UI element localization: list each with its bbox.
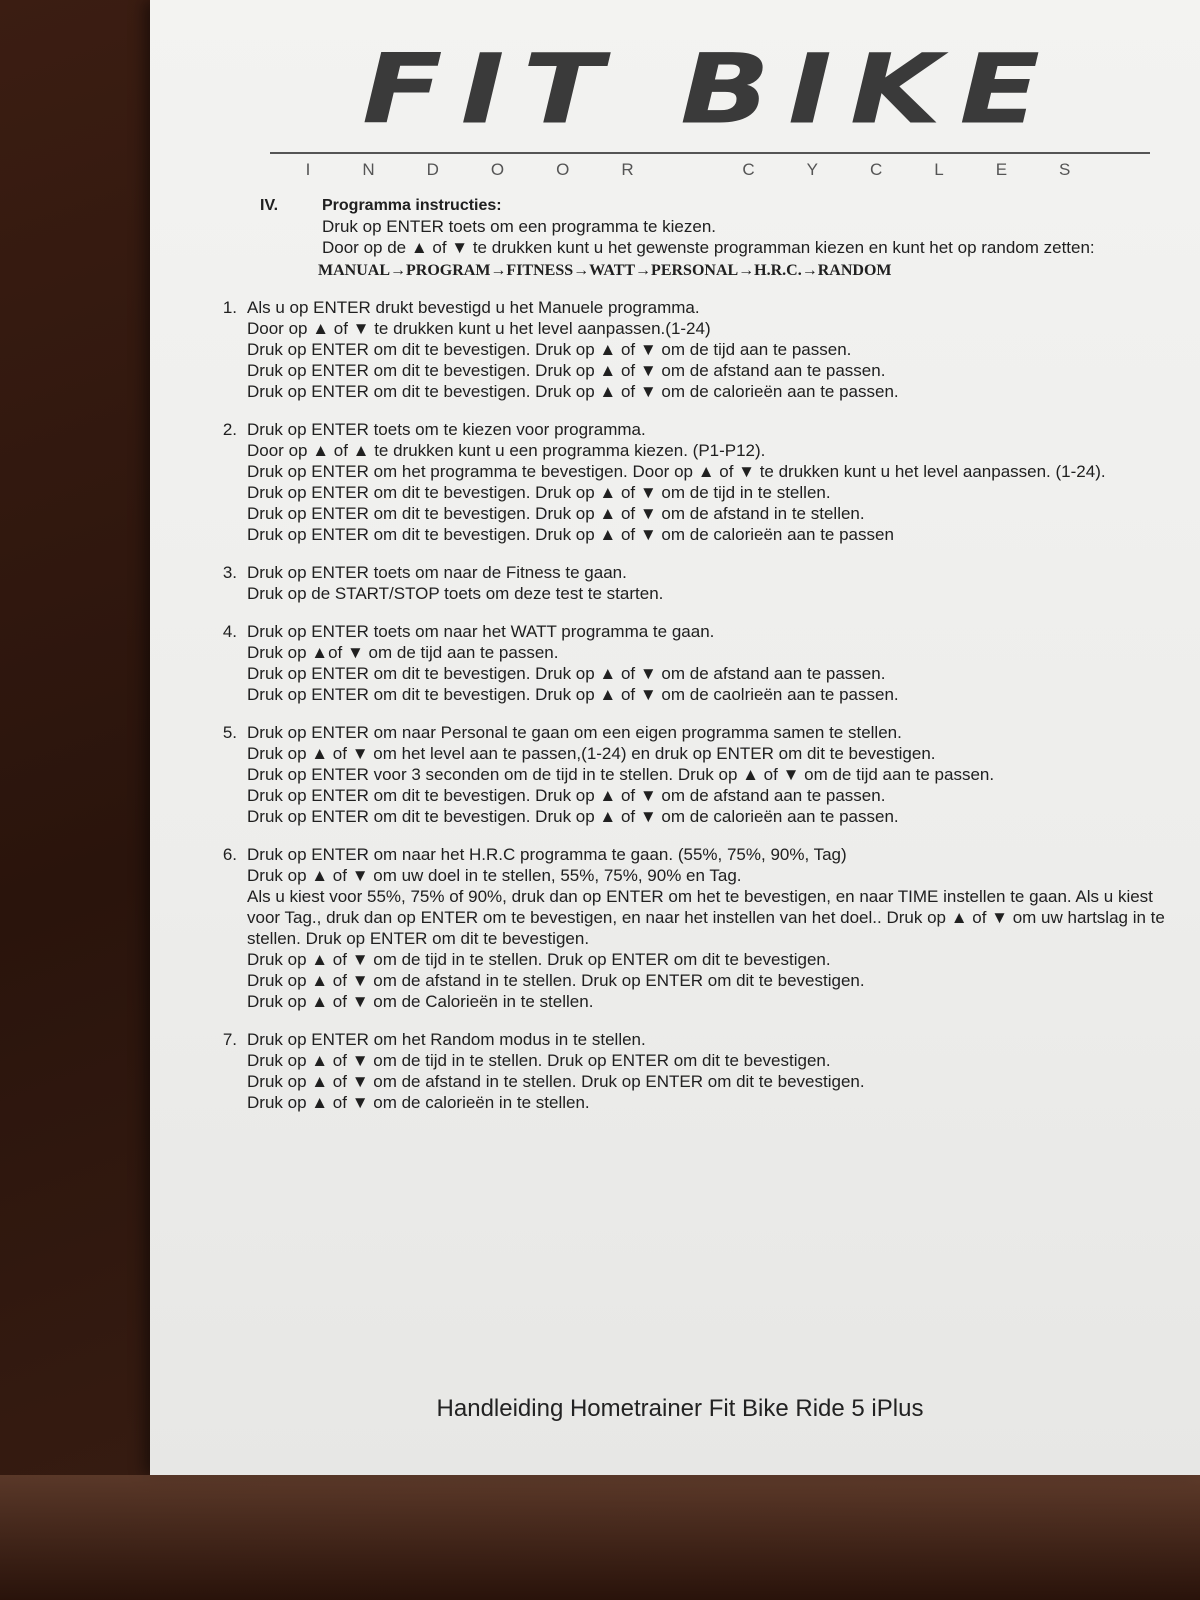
step-line: Druk op ENTER toets om naar de Fitness te gaan. (247, 563, 627, 582)
step-line: Druk op ENTER om dit te bevestigen. Druk op ▲ of ▼ om de tijd aan te passen. (247, 340, 852, 359)
brand-subtitle: INDOOR CYCLES (305, 160, 1123, 179)
step-line: Druk op ▲ of ▼ om de tijd in te stellen. Druk op ENTER om dit te bevestigen. (247, 950, 831, 969)
step-body (247, 562, 1165, 604)
step-item (205, 1029, 1165, 1113)
intro-line: Druk op ENTER toets om een programma te kiezen. (322, 217, 716, 236)
step-line: Druk op ENTER om dit te bevestigen. Druk op ▲ of ▼ om de afstand aan te passen. (247, 361, 886, 380)
step-line: Druk op ▲ of ▼ om de afstand in te stellen. Druk op ENTER om dit te bevestigen. (247, 1072, 865, 1091)
step-line: Druk op ▲ of ▼ om de afstand in te stellen. Druk op ENTER om dit te bevestigen. (247, 971, 865, 990)
step-number: 2. (222, 420, 237, 439)
step-item (205, 297, 1165, 402)
footer-text: Handleiding Hometrainer Fit Bike Ride 5 iPlus (436, 1395, 924, 1422)
step-line: Druk op ENTER voor 3 seconden om de tijd in te stellen. Druk op ▲ of ▼ om de tijd aan te passen. (247, 765, 995, 784)
step-line: Druk op ENTER om dit te bevestigen. Druk op ▲ of ▼ om de calorieën aan te passen. (247, 807, 899, 826)
step-line: Druk op ENTER om naar Personal te gaan om een eigen programma samen te stellen. (247, 723, 902, 742)
step-line: Druk op ENTER om dit te bevestigen. Druk op ▲ of ▼ om de afstand in te stellen. (247, 504, 865, 523)
step-body (247, 844, 1165, 1012)
step-line: Druk op ▲ of ▼ om het level aan te passen,(1-24) en druk op ENTER om dit te bevestigen. (247, 744, 936, 763)
step-line: Druk op ENTER om dit te bevestigen. Druk op ▲ of ▼ om de caolrieën aan te passen. (247, 685, 899, 704)
step-line: Druk op ▲of ▼ om de tijd aan te passen. (247, 643, 559, 662)
step-line: Als u op ENTER drukt bevestigd u het Manuele programma. (247, 298, 700, 317)
step-line: Als u kiest voor 55%, 75% of 90%, druk dan op ENTER om het te bevestigen, en naar TIME instellen te gaan. Als u kiest voor Tag., druk dan op ENTER om te bevestigen, en naar het instellen van het doel.. Druk op ▲ of ▼ om uw hartslag in te stellen. Druk op ENTER om dit te bevestigen. (247, 887, 1165, 948)
step-item (205, 844, 1165, 1012)
step-line: Druk op ENTER om naar het H.R.C programma te gaan. (55%, 75%, 90%, Tag) (247, 845, 847, 864)
step-line: Druk op ENTER om het Random modus in te stellen. (247, 1030, 646, 1049)
step-line: Druk op ▲ of ▼ om de calorieën in te stellen. (247, 1093, 590, 1112)
brand-logo (260, 30, 1160, 180)
step-line: Door op ▲ of ▼ te drukken kunt u het level aanpassen.(1-24) (247, 319, 711, 338)
step-body (247, 419, 1165, 545)
section-title: Programma instructies: (322, 197, 502, 214)
step-line: Druk op ENTER om dit te bevestigen. Druk op ▲ of ▼ om de tijd in te stellen. (247, 483, 831, 502)
sleeve-edge (0, 1475, 1200, 1600)
step-line: Druk op ENTER om dit te bevestigen. Druk op ▲ of ▼ om de calorieën aan te passen (247, 525, 894, 544)
step-line: Druk op ▲ of ▼ om de Calorieën in te stellen. (247, 992, 594, 1011)
step-line: Druk op ENTER om dit te bevestigen. Druk op ▲ of ▼ om de afstand aan te passen. (247, 786, 886, 805)
step-line: Druk op de START/STOP toets om deze test te starten. (247, 584, 664, 603)
step-body (247, 621, 1165, 705)
step-line: Druk op ENTER om dit te bevestigen. Druk op ▲ of ▼ om de calorieën aan te passen. (247, 382, 899, 401)
step-line: Druk op ENTER om dit te bevestigen. Druk op ▲ of ▼ om de afstand aan te passen. (247, 664, 886, 683)
step-body (247, 1029, 1165, 1113)
step-line: Druk op ENTER toets om naar het WATT programma te gaan. (247, 622, 715, 641)
step-line: Druk op ▲ of ▼ om de tijd in te stellen. Druk op ENTER om dit te bevestigen. (247, 1051, 831, 1070)
step-item (205, 722, 1165, 827)
intro-line: Door op de ▲ of ▼ te drukken kunt u het gewenste programman kiezen en kunt het op random zetten: (322, 238, 1095, 257)
section-header (260, 195, 1165, 281)
step-line: Druk op ENTER om het programma te bevestigen. Door op ▲ of ▼ te drukken kunt u het level aanpassen. (1-24). (247, 462, 1106, 481)
step-line: Door op ▲ of ▲ te drukken kunt u een programma kiezen. (P1-P12). (247, 441, 766, 460)
brand-title: FIT BIKE (362, 32, 1058, 146)
step-number: 7. (222, 1030, 237, 1049)
steps-list (205, 297, 1165, 1113)
step-item (205, 419, 1165, 545)
brand-divider (270, 152, 1150, 154)
step-number: 4. (222, 622, 237, 641)
step-body (247, 297, 1165, 402)
section-intro (318, 195, 1165, 281)
step-number: 3. (222, 563, 237, 582)
step-item (205, 621, 1165, 705)
step-number: 1. (222, 298, 237, 317)
section-number: IV. (260, 197, 279, 214)
step-item (205, 562, 1165, 604)
step-number: 6. (222, 845, 237, 864)
document-body (205, 195, 1165, 1130)
instruction-sheet (150, 0, 1200, 1475)
step-number: 5. (222, 723, 237, 742)
program-flow: MANUAL→PROGRAM→FITNESS→WATT→PERSONAL→H.R.C.→RANDOM (318, 262, 892, 279)
step-body (247, 722, 1165, 827)
step-line: Druk op ▲ of ▼ om uw doel in te stellen, 55%, 75%, 90% en Tag. (247, 866, 742, 885)
step-line: Druk op ENTER toets om te kiezen voor programma. (247, 420, 646, 439)
